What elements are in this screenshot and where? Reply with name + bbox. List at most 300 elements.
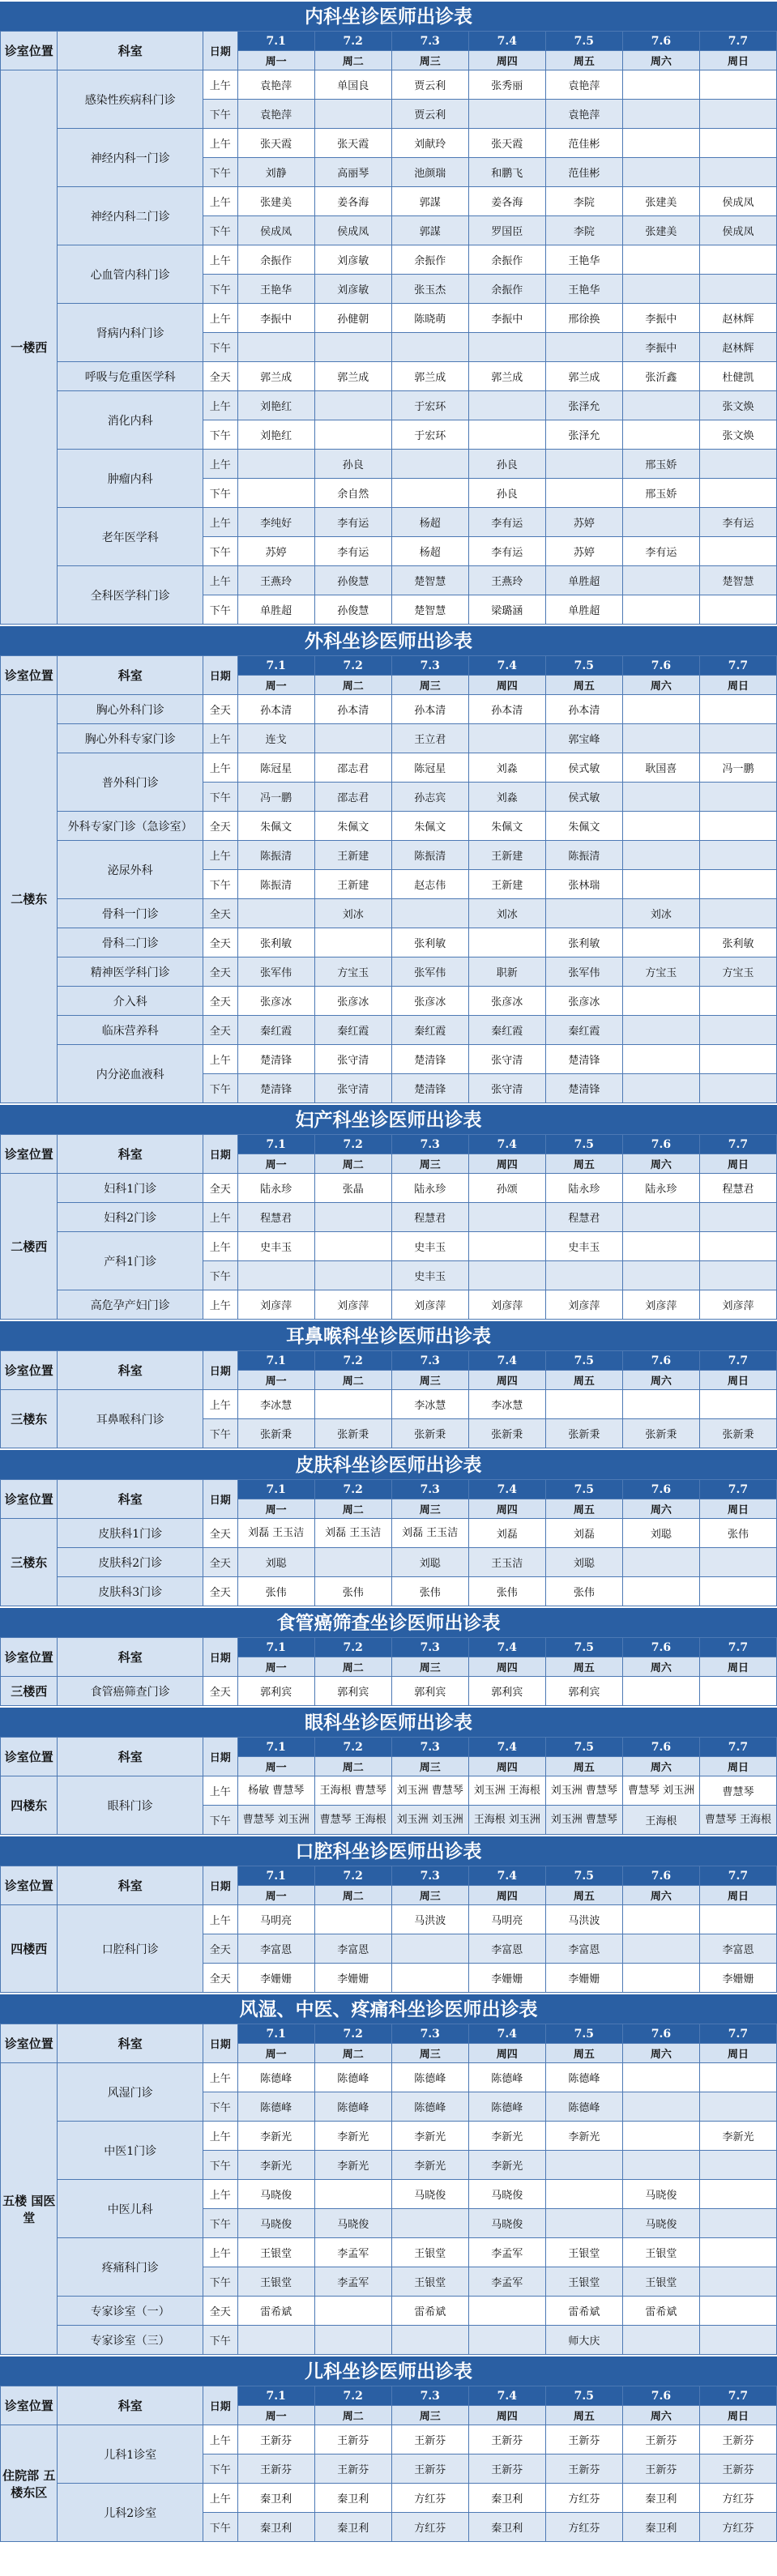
doctor-cell: 李新光 xyxy=(391,2122,468,2151)
doctor-cell: 袁艳萍 xyxy=(545,70,622,100)
schedule-table xyxy=(0,31,777,625)
doctor-cell: 李院 xyxy=(545,216,622,245)
doctor-cell xyxy=(622,1934,699,1964)
doctor-cell: 张林瑞 xyxy=(545,870,622,899)
header-date: 日期 xyxy=(203,2386,237,2425)
table-row xyxy=(1,245,777,275)
doctor-cell: 楚清锋 xyxy=(237,1045,314,1074)
weekday-cell: 周六 xyxy=(622,1886,699,1905)
shift-cell: 上午 xyxy=(203,2180,237,2209)
doctor-cell xyxy=(622,1016,699,1045)
doctor-cell: 郭利宾 xyxy=(314,1677,391,1706)
header-row-dates xyxy=(1,1135,777,1154)
doctor-cell: 刘冰 xyxy=(622,899,699,928)
doctor-cell: 孙志宾 xyxy=(391,783,468,812)
doctor-cell: 李富恩 xyxy=(545,1934,622,1964)
weekday-cell: 周日 xyxy=(699,1657,776,1677)
doctor-cell: 苏婷 xyxy=(545,537,622,566)
weekday-cell: 周日 xyxy=(699,1499,776,1519)
date-cell: 7.2 xyxy=(314,656,391,676)
doctor-cell: 秦红霞 xyxy=(314,1016,391,1045)
department-cell: 神经内科二门诊 xyxy=(58,187,203,245)
doctor-cell: 王银堂 xyxy=(545,2267,622,2297)
shift-cell: 下午 xyxy=(203,2209,237,2238)
doctor-cell: 朱佩文 xyxy=(545,812,622,841)
doctor-cell: 刘彦萍 xyxy=(391,1290,468,1320)
shift-cell: 下午 xyxy=(203,870,237,899)
shift-cell: 下午 xyxy=(203,2454,237,2484)
doctor-cell xyxy=(699,2267,776,2297)
shift-cell: 全天 xyxy=(203,362,237,391)
doctor-cell xyxy=(314,2180,391,2209)
shift-cell: 上午 xyxy=(203,2238,237,2267)
table-row xyxy=(1,362,777,391)
doctor-cell: 秦红霞 xyxy=(391,1016,468,1045)
shift-cell: 上午 xyxy=(203,508,237,537)
header-date: 日期 xyxy=(203,1866,237,1905)
doctor-cell: 于宏环 xyxy=(391,420,468,450)
doctor-cell: 马晓俊 xyxy=(622,2180,699,2209)
doctor-cell: 王新建 xyxy=(314,841,391,870)
doctor-cell: 张泽允 xyxy=(545,391,622,420)
date-cell: 7.1 xyxy=(237,2024,314,2044)
department-cell: 介入科 xyxy=(58,987,203,1016)
header-date: 日期 xyxy=(203,32,237,70)
date-cell: 7.3 xyxy=(391,2024,468,2044)
table-row xyxy=(1,2326,777,2355)
doctor-cell: 邵志君 xyxy=(314,753,391,783)
table-row xyxy=(1,70,777,100)
doctor-cell: 陈德峰 xyxy=(237,2092,314,2122)
shift-cell: 全天 xyxy=(203,899,237,928)
department-cell: 皮肤科2门诊 xyxy=(58,1548,203,1577)
doctor-cell: 刘淼 xyxy=(468,753,545,783)
doctor-cell: 张新秉 xyxy=(699,1419,776,1448)
weekday-cell: 周一 xyxy=(237,2044,314,2063)
header-date: 日期 xyxy=(203,1135,237,1174)
doctor-cell: 朱佩文 xyxy=(314,812,391,841)
doctor-cell: 余振作 xyxy=(468,245,545,275)
doctor-cell xyxy=(545,2180,622,2209)
schedule-table xyxy=(0,1737,777,1835)
doctor-cell: 连戈 xyxy=(237,724,314,753)
header-department: 科室 xyxy=(58,1638,203,1677)
doctor-cell xyxy=(699,595,776,625)
doctor-cell: 郭利宾 xyxy=(545,1677,622,1706)
doctor-cell: 马洪波 xyxy=(391,1905,468,1934)
date-cell: 7.3 xyxy=(391,1738,468,1757)
date-cell: 7.5 xyxy=(545,1135,622,1154)
doctor-cell: 余振作 xyxy=(391,245,468,275)
doctor-cell: 马晓俊 xyxy=(468,2180,545,2209)
doctor-cell: 马晓俊 xyxy=(468,2209,545,2238)
doctor-cell: 张彦冰 xyxy=(545,987,622,1016)
shift-cell: 下午 xyxy=(203,479,237,508)
doctor-cell: 王新芬 xyxy=(545,2425,622,2454)
header-department: 科室 xyxy=(58,656,203,695)
doctor-cell: 李孟军 xyxy=(468,2267,545,2297)
doctor-cell: 楚清锋 xyxy=(237,1074,314,1103)
doctor-cell: 王新芬 xyxy=(699,2454,776,2484)
doctor-cell: 李新光 xyxy=(468,2122,545,2151)
header-location: 诊室位置 xyxy=(1,1638,58,1677)
doctor-cell: 王新芬 xyxy=(622,2454,699,2484)
doctor-cell xyxy=(699,2063,776,2092)
doctor-cell: 程慧君 xyxy=(545,1203,622,1232)
doctor-cell xyxy=(699,695,776,724)
doctor-cell xyxy=(314,1232,391,1261)
doctor-cell xyxy=(622,129,699,158)
weekday-cell: 周二 xyxy=(314,1757,391,1776)
department-cell: 精神医学科门诊 xyxy=(58,957,203,987)
weekday-cell: 周三 xyxy=(391,1657,468,1677)
table-row xyxy=(1,2484,777,2513)
doctor-cell xyxy=(545,2209,622,2238)
weekday-cell: 周三 xyxy=(391,1154,468,1174)
doctor-cell: 刘聪 xyxy=(237,1548,314,1577)
doctor-cell: 刘冰 xyxy=(314,899,391,928)
schedule-table xyxy=(0,1479,777,1606)
doctor-cell: 刘磊 王玉洁 xyxy=(237,1519,314,1548)
department-cell: 妇科2门诊 xyxy=(58,1203,203,1232)
date-cell: 7.6 xyxy=(622,1135,699,1154)
shift-cell: 上午 xyxy=(203,129,237,158)
weekday-cell: 周三 xyxy=(391,1886,468,1905)
doctor-cell: 和鹏飞 xyxy=(468,158,545,187)
header-date: 日期 xyxy=(203,1738,237,1776)
date-cell: 7.7 xyxy=(699,1866,776,1886)
doctor-cell: 王立君 xyxy=(391,724,468,753)
shift-cell: 全天 xyxy=(203,812,237,841)
weekday-cell: 周一 xyxy=(237,1657,314,1677)
doctor-cell: 张建美 xyxy=(622,216,699,245)
date-cell: 7.7 xyxy=(699,32,776,51)
doctor-cell xyxy=(699,2297,776,2326)
doctor-cell: 马晓俊 xyxy=(391,2180,468,2209)
header-row-dates xyxy=(1,1866,777,1886)
shift-cell: 下午 xyxy=(203,100,237,129)
doctor-cell: 李新光 xyxy=(237,2151,314,2180)
doctor-cell xyxy=(622,275,699,304)
doctor-cell: 程慧君 xyxy=(391,1203,468,1232)
department-cell: 妇科1门诊 xyxy=(58,1174,203,1203)
shift-cell: 上午 xyxy=(203,2484,237,2513)
doctor-cell xyxy=(391,333,468,362)
doctor-cell: 程慧君 xyxy=(237,1203,314,1232)
date-cell: 7.6 xyxy=(622,2386,699,2406)
doctor-cell: 郭兰成 xyxy=(545,362,622,391)
doctor-cell: 张守清 xyxy=(314,1074,391,1103)
department-cell: 感染性疾病科门诊 xyxy=(58,70,203,129)
doctor-cell: 陈振清 xyxy=(545,841,622,870)
shift-cell: 上午 xyxy=(203,1290,237,1320)
doctor-cell: 李新光 xyxy=(468,2151,545,2180)
doctor-cell xyxy=(314,1261,391,1290)
shift-cell: 上午 xyxy=(203,187,237,216)
shift-cell: 上午 xyxy=(203,1776,237,1806)
date-cell: 7.5 xyxy=(545,2386,622,2406)
date-cell: 7.7 xyxy=(699,656,776,676)
doctor-cell xyxy=(622,245,699,275)
doctor-cell: 雷希斌 xyxy=(622,2297,699,2326)
header-location: 诊室位置 xyxy=(1,32,58,70)
doctor-cell xyxy=(545,899,622,928)
doctor-cell: 侯式敏 xyxy=(545,753,622,783)
date-cell: 7.3 xyxy=(391,1480,468,1499)
doctor-cell: 李有运 xyxy=(468,508,545,537)
date-cell: 7.1 xyxy=(237,1480,314,1499)
doctor-cell: 苏婷 xyxy=(545,508,622,537)
shift-cell: 下午 xyxy=(203,1806,237,1835)
doctor-cell xyxy=(314,2297,391,2326)
weekday-cell: 周一 xyxy=(237,51,314,70)
doctor-cell: 范佳彬 xyxy=(545,158,622,187)
doctor-cell: 邵志君 xyxy=(314,783,391,812)
table-row xyxy=(1,1677,777,1706)
table-row xyxy=(1,2297,777,2326)
department-cell: 心血管内科门诊 xyxy=(58,245,203,304)
location-cell: 住院部 五楼东区 xyxy=(1,2425,58,2542)
date-cell: 7.4 xyxy=(468,1866,545,1886)
header-department: 科室 xyxy=(58,1351,203,1390)
doctor-cell xyxy=(699,1905,776,1934)
doctor-cell: 王银堂 xyxy=(622,2267,699,2297)
doctor-cell: 曹慧琴 王海根 xyxy=(699,1806,776,1835)
shift-cell: 下午 xyxy=(203,1419,237,1448)
weekday-cell: 周一 xyxy=(237,1886,314,1905)
shift-cell: 全天 xyxy=(203,1016,237,1045)
doctor-cell: 师大庆 xyxy=(545,2326,622,2355)
section-title: 眼科坐诊医师出诊表 xyxy=(0,1706,777,1737)
doctor-cell: 于宏环 xyxy=(391,391,468,420)
department-cell: 骨科二门诊 xyxy=(58,928,203,957)
doctor-cell xyxy=(699,1074,776,1103)
doctor-cell xyxy=(545,2151,622,2180)
doctor-cell: 王新芬 xyxy=(699,2425,776,2454)
doctor-cell: 张守清 xyxy=(468,1045,545,1074)
weekday-cell: 周五 xyxy=(545,1371,622,1390)
doctor-cell: 郭兰成 xyxy=(314,362,391,391)
shift-cell: 下午 xyxy=(203,216,237,245)
weekday-cell: 周二 xyxy=(314,51,391,70)
doctor-cell: 曹慧琴 xyxy=(699,1776,776,1806)
doctor-cell: 王新芬 xyxy=(622,2425,699,2454)
doctor-cell: 郭利宾 xyxy=(468,1677,545,1706)
doctor-cell xyxy=(545,450,622,479)
doctor-cell xyxy=(622,870,699,899)
doctor-cell: 刘聪 xyxy=(622,1519,699,1548)
header-row-dates xyxy=(1,1738,777,1757)
doctor-cell: 姜各海 xyxy=(314,187,391,216)
header-location: 诊室位置 xyxy=(1,656,58,695)
doctor-cell: 秦卫利 xyxy=(237,2513,314,2542)
doctor-cell xyxy=(699,724,776,753)
doctor-cell: 余振作 xyxy=(237,245,314,275)
doctor-cell: 李姗姗 xyxy=(314,1964,391,1993)
doctor-cell: 方红芬 xyxy=(545,2484,622,2513)
weekday-cell: 周四 xyxy=(468,1499,545,1519)
doctor-cell xyxy=(391,899,468,928)
doctor-cell: 耿国喜 xyxy=(622,753,699,783)
date-cell: 7.5 xyxy=(545,1638,622,1657)
doctor-cell: 秦卫利 xyxy=(237,2484,314,2513)
doctor-cell xyxy=(699,783,776,812)
doctor-cell xyxy=(622,158,699,187)
doctor-cell: 范佳彬 xyxy=(545,129,622,158)
doctor-cell: 张秀丽 xyxy=(468,70,545,100)
doctor-cell: 袁艳萍 xyxy=(545,100,622,129)
doctor-cell: 王银堂 xyxy=(545,2238,622,2267)
doctor-cell: 单胜超 xyxy=(545,566,622,595)
department-cell: 产科1门诊 xyxy=(58,1232,203,1290)
doctor-cell xyxy=(699,537,776,566)
date-cell: 7.1 xyxy=(237,1638,314,1657)
department-cell: 呼吸与危重医学科 xyxy=(58,362,203,391)
doctor-cell: 陈德峰 xyxy=(314,2092,391,2122)
doctor-cell: 陈振清 xyxy=(237,841,314,870)
location-cell: 四楼东 xyxy=(1,1776,58,1835)
header-date: 日期 xyxy=(203,1480,237,1519)
doctor-cell: 张军伟 xyxy=(545,957,622,987)
doctor-cell: 方红芬 xyxy=(391,2513,468,2542)
doctor-cell: 张彦冰 xyxy=(314,987,391,1016)
weekday-cell: 周一 xyxy=(237,1154,314,1174)
doctor-cell xyxy=(622,1232,699,1261)
doctor-cell: 余自然 xyxy=(314,479,391,508)
doctor-cell xyxy=(622,1677,699,1706)
doctor-cell xyxy=(622,2326,699,2355)
header-date: 日期 xyxy=(203,1638,237,1677)
date-cell: 7.7 xyxy=(699,1480,776,1499)
location-cell: 二楼东 xyxy=(1,695,58,1103)
doctor-cell xyxy=(699,450,776,479)
doctor-cell: 张彦冰 xyxy=(391,987,468,1016)
shift-cell: 下午 xyxy=(203,158,237,187)
doctor-cell: 郭謀 xyxy=(391,216,468,245)
header-date: 日期 xyxy=(203,656,237,695)
doctor-cell xyxy=(622,928,699,957)
date-cell: 7.1 xyxy=(237,1866,314,1886)
doctor-cell: 李冰慧 xyxy=(468,1390,545,1419)
doctor-cell xyxy=(699,1232,776,1261)
shift-cell: 下午 xyxy=(203,595,237,625)
schedule-table xyxy=(0,1350,777,1448)
doctor-cell: 刘彦敏 xyxy=(314,275,391,304)
doctor-cell: 史丰玉 xyxy=(391,1232,468,1261)
shift-cell: 下午 xyxy=(203,2092,237,2122)
date-cell: 7.3 xyxy=(391,1135,468,1154)
doctor-cell: 秦卫利 xyxy=(314,2484,391,2513)
shift-cell: 下午 xyxy=(203,1261,237,1290)
weekday-cell: 周五 xyxy=(545,1499,622,1519)
weekday-cell: 周四 xyxy=(468,1757,545,1776)
department-cell: 儿科2诊室 xyxy=(58,2484,203,2542)
doctor-cell xyxy=(622,508,699,537)
doctor-cell: 侯成凤 xyxy=(699,187,776,216)
doctor-cell xyxy=(622,2092,699,2122)
doctor-cell: 孙本清 xyxy=(391,695,468,724)
doctor-cell xyxy=(468,391,545,420)
table-row xyxy=(1,187,777,216)
department-cell: 高危孕产妇门诊 xyxy=(58,1290,203,1320)
doctor-cell: 楚清锋 xyxy=(391,1074,468,1103)
table-row xyxy=(1,129,777,158)
doctor-cell: 张新秉 xyxy=(468,1419,545,1448)
doctor-cell: 孙本清 xyxy=(545,695,622,724)
shift-cell: 全天 xyxy=(203,1577,237,1606)
date-cell: 7.4 xyxy=(468,656,545,676)
doctor-cell: 陈德峰 xyxy=(468,2092,545,2122)
doctor-cell: 马晓俊 xyxy=(314,2209,391,2238)
doctor-cell: 冯一鹏 xyxy=(237,783,314,812)
weekday-cell: 周六 xyxy=(622,51,699,70)
doctor-cell: 张天霞 xyxy=(314,129,391,158)
doctor-cell: 李有运 xyxy=(468,537,545,566)
date-cell: 7.6 xyxy=(622,656,699,676)
doctor-cell xyxy=(391,1964,468,1993)
department-cell: 内分泌血液科 xyxy=(58,1045,203,1103)
doctor-cell: 李姗姗 xyxy=(237,1964,314,1993)
doctor-cell xyxy=(622,987,699,1016)
doctor-cell: 张新秉 xyxy=(622,1419,699,1448)
schedule-table xyxy=(0,655,777,1103)
doctor-cell: 邢玉娇 xyxy=(622,450,699,479)
doctor-cell xyxy=(468,1261,545,1290)
shift-cell: 全天 xyxy=(203,1174,237,1203)
department-cell: 皮肤科1门诊 xyxy=(58,1519,203,1548)
shift-cell: 下午 xyxy=(203,2513,237,2542)
department-cell: 胸心外科专家门诊 xyxy=(58,724,203,753)
doctor-cell: 刘彦萍 xyxy=(622,1290,699,1320)
date-cell: 7.4 xyxy=(468,1638,545,1657)
shift-cell: 上午 xyxy=(203,304,237,333)
doctor-cell: 池颜瑞 xyxy=(391,158,468,187)
doctor-cell xyxy=(699,275,776,304)
date-cell: 7.2 xyxy=(314,1351,391,1371)
doctor-cell: 刘聪 xyxy=(545,1548,622,1577)
doctor-cell: 王艳华 xyxy=(545,275,622,304)
doctor-cell: 李纯好 xyxy=(237,508,314,537)
date-cell: 7.7 xyxy=(699,1738,776,1757)
doctor-cell xyxy=(699,158,776,187)
location-cell: 三楼东 xyxy=(1,1519,58,1606)
doctor-cell: 刘彦萍 xyxy=(699,1290,776,1320)
table-row xyxy=(1,2063,777,2092)
doctor-cell: 刘磊 王玉洁 xyxy=(314,1519,391,1548)
doctor-cell: 刘玉洲 曹慧琴 xyxy=(545,1776,622,1806)
doctor-cell: 陈冠星 xyxy=(237,753,314,783)
doctor-cell: 方宝玉 xyxy=(314,957,391,987)
date-cell: 7.2 xyxy=(314,1866,391,1886)
doctor-cell xyxy=(468,928,545,957)
doctor-cell: 高丽琴 xyxy=(314,158,391,187)
doctor-cell: 郭兰成 xyxy=(237,362,314,391)
doctor-cell: 贾云利 xyxy=(391,70,468,100)
department-cell: 疼痛科门诊 xyxy=(58,2238,203,2297)
doctor-cell: 单国良 xyxy=(314,70,391,100)
doctor-cell: 李富恩 xyxy=(699,1934,776,1964)
doctor-cell: 史丰玉 xyxy=(545,1232,622,1261)
doctor-cell: 刘彦萍 xyxy=(545,1290,622,1320)
doctor-cell: 孙本清 xyxy=(468,695,545,724)
doctor-cell: 刘彦萍 xyxy=(468,1290,545,1320)
shift-cell: 全天 xyxy=(203,957,237,987)
table-row xyxy=(1,450,777,479)
doctor-cell xyxy=(622,70,699,100)
doctor-cell: 刘献玲 xyxy=(391,129,468,158)
table-row xyxy=(1,1905,777,1934)
shift-cell: 全天 xyxy=(203,1548,237,1577)
